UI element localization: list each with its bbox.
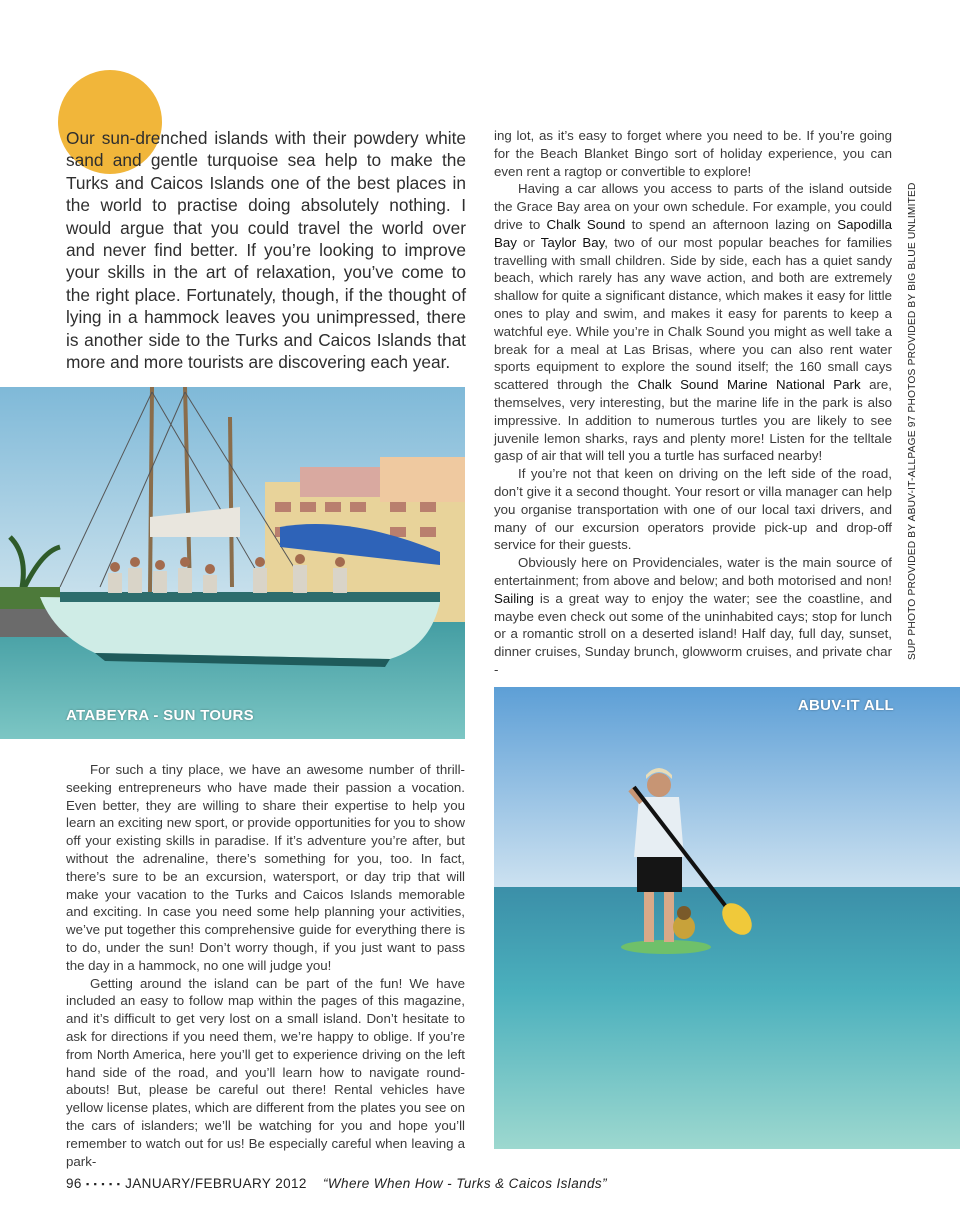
page-footer [66,1176,607,1191]
right-paragraph-4: Obviously here on Providenciales, water is the main source of entertainment; from above and below; and both motorised and non! Sailing is a great way to enjoy the water; see the coastline, and maybe even check out some of the uninhabited cays; stop for lunch or a romantic stroll on a deserted island! Half day, full day, sunset, dinner cruises, Sunday brunch, glowworm cruises, and private char - [494,555,892,677]
left-paragraph-2: Getting around the island can be part of the fun! We have included an easy to follow map within the pages of this magazine, and it’s difficult to get very lost on a small island. Don’t hesitate to ask for directions if you need them, we’re happy to oblige. If you’re from North America, here you’ll get to experience driving on the left hand side of the road, and you’ll learn how to navigate round-abouts! But, please be careful out there! Rental vehicles have yellow license plates, which are different from the plates you see on the cars of islanders; we’ll be watching for you and hope you’ll remember to watch out for us! Be especially careful when leaving a park- [66,975,465,1169]
right-column-text [494,127,892,679]
page-number: 96 [66,1176,82,1191]
credit-page-97: PAGE 97 PHOTOS PROVIDED BY BIG BLUE UNLIMITED [907,182,918,459]
footer-issue: JANUARY/FEBRUARY 2012 [125,1176,307,1191]
left-column-text [66,761,465,1170]
boat-photo-illustration [0,387,465,739]
footer-publication: “Where When How - Turks & Caicos Islands” [323,1176,607,1191]
right-paragraph-2: Having a car allows you access to parts of the island outside the Grace Bay area on your own schedule. For example, you could drive to Chalk Sound to spend an afternoon lazing on Sapodilla Bay or Taylor Bay, two of our most popular beaches for families travelling with small children. Side by side, each has a quiet sandy beach, which rarely has any wave action, and both are extremely shallow for quite a significant distance, which makes it easy for little ones to play and swim, and makes it easy for parents to keep a watchful eye. While you’re in Chalk Sound you might as well take a break for a meal at Las Brisas, where you can also rent water sports equipment to explore the sound itself; the 160 small cays scattered through the Chalk Sound Marine National Park are, themselves, very interesting, but the marine life in the park is also impressive. In addition to numerous turtles you are likely to see juvenile lemon sharks, rays and plenty more! Listen for the telltale gasp of air that will tell you a turtle has surfaced nearby! [494,181,893,464]
place-taylor-bay: Taylor Bay [540,234,605,250]
intro-paragraph: Our sun-drenched islands with their powdery white sand and gentle turquoise sea help to make the Turks and Caicos Islands one of the best places in the world to practise doing absolutely nothing. I would argue that you could travel the world over and never find better. If you’re looking to improve your skills in the art of relaxation, you’ve come to the right place. Fortunately, though, if the thought of lying in a hammock leaves you unimpressed, there is another side to the Turks and Caicos Islands that more and more tourists are discovering each year. [66,128,466,373]
topic-sailing: Sailing [494,590,534,606]
paddleboard-photo [494,687,960,1149]
photo-credits [907,182,918,660]
place-marine-park: Chalk Sound Marine National Park [637,377,861,393]
paddleboard-photo-illustration [494,687,960,1149]
place-sapodilla-bay: Sapodilla Bay [494,216,892,250]
right-paragraph-3: If you’re not that keen on driving on the left side of the road, don’t give it a second thought. Your resort or villa manager can help you organise transportation with one of our local taxi drivers, and many of our excursion operators provide pick-up and drop-off service for their guests. [494,466,892,553]
boat-photo-caption: ATABEYRA - SUN TOURS [66,707,254,724]
footer-squares: ▪ ▪ ▪ ▪ ▪ [85,1179,121,1189]
credit-sup-photo: SUP PHOTO PROVIDED BY ABUV-IT-ALL [907,458,918,660]
left-paragraph-1: For such a tiny place, we have an awesome number of thrill-seeking entrepreneurs who have made their passion a vocation. Even better, they are willing to share their expertise to help you learn an exciting new sport, or provide opportunities for you to show off your existing skills in paradise. If it’s adventure you’re after, but without the adrenaline, there’s something for you, too. In fact, there’s sure to be an excursion, watersport, or day trip that will make your vacation to the Turks and Caicos Islands memorable and exciting. In case you need some help planning your activities, we’ve put together this comprehensive guide for everything there is to do, under the sun! Don’t worry though, if you just want to pass the day in a hammock, no one will judge you! [66,762,465,973]
right-paragraph-1: ing lot, as it’s easy to forget where you need to be. If you’re going for the Beach Blanket Bingo sort of holiday experience, you can even rent a ragtop or convertible to explore! [494,128,892,179]
place-chalk-sound: Chalk Sound [546,216,626,232]
boat-photo [0,387,465,739]
paddleboard-photo-caption: ABUV-IT ALL [797,697,894,714]
